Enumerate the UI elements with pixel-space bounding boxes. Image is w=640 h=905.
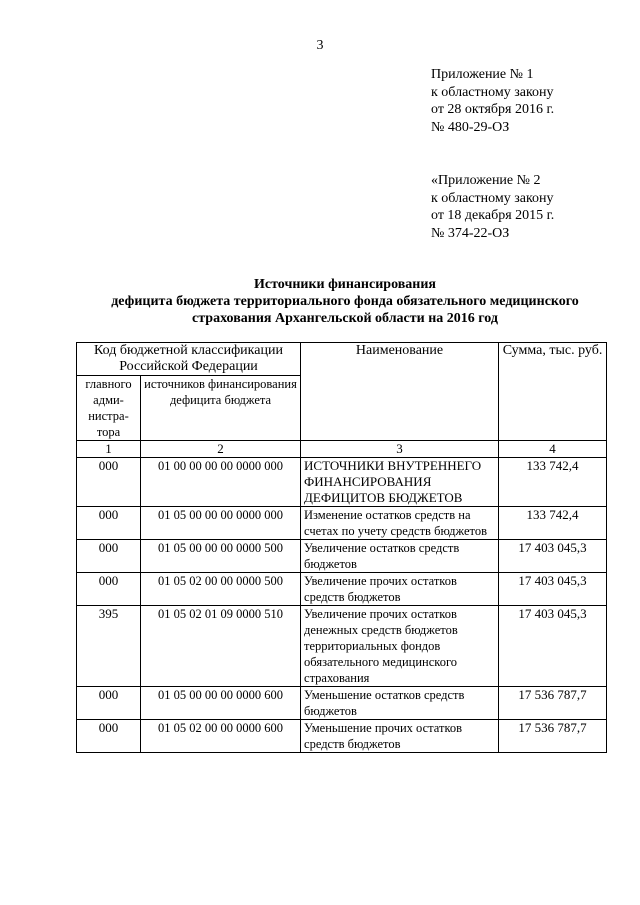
budget-sources-table xyxy=(76,342,607,753)
column-number: 2 xyxy=(141,441,301,458)
cell-name: Изменение остатков средств на счетах по учету средств бюджетов xyxy=(301,507,499,540)
appendix-2-line: № 374-22-ОЗ xyxy=(431,225,510,241)
table-row xyxy=(77,573,607,606)
cell-code: 01 05 02 00 00 0000 600 xyxy=(141,720,301,753)
document-title xyxy=(60,276,630,327)
page-number: 3 xyxy=(316,38,324,53)
header-sum: Сумма, тыс. руб. xyxy=(499,343,607,441)
cell-sum: 17 403 045,3 xyxy=(499,573,607,606)
appendix-1-line: от 28 октября 2016 г. xyxy=(431,102,555,117)
appendix-1-line: к областному закону xyxy=(431,84,554,100)
cell-code: 01 05 02 00 00 0000 500 xyxy=(141,573,301,606)
column-number: 1 xyxy=(77,441,141,458)
cell-code: 01 05 00 00 00 0000 600 xyxy=(141,687,301,720)
cell-admin: 000 xyxy=(77,507,141,540)
table-row xyxy=(77,507,607,540)
title-line: Источники финансирования xyxy=(254,277,436,292)
cell-sum: 17 536 787,7 xyxy=(499,720,607,753)
column-number: 3 xyxy=(301,441,499,458)
cell-admin: 000 xyxy=(77,458,141,507)
cell-admin: 000 xyxy=(77,720,141,753)
table-header-row xyxy=(77,343,607,376)
column-number: 4 xyxy=(499,441,607,458)
cell-code: 01 05 00 00 00 0000 000 xyxy=(141,507,301,540)
table-row xyxy=(77,720,607,753)
cell-admin: 000 xyxy=(77,540,141,573)
cell-admin: 000 xyxy=(77,687,141,720)
cell-sum: 17 536 787,7 xyxy=(499,687,607,720)
cell-code: 01 05 00 00 00 0000 500 xyxy=(141,540,301,573)
cell-admin: 000 xyxy=(77,573,141,606)
appendix-2-line: к областному закону xyxy=(431,190,554,206)
appendix-1-line: Приложение № 1 xyxy=(431,67,534,82)
appendix-2-line: от 18 декабря 2015 г. xyxy=(431,208,555,223)
cell-name: Уменьшение прочих остатков средств бюджетов xyxy=(301,720,499,753)
cell-admin: 395 xyxy=(77,606,141,687)
appendix-1-reference xyxy=(431,66,554,136)
column-numbers-row xyxy=(77,441,607,458)
cell-sum: 17 403 045,3 xyxy=(499,540,607,573)
table-row xyxy=(77,687,607,720)
title-line: дефицита бюджета территориального фонда обязательного медицинского xyxy=(111,294,579,309)
table-row xyxy=(77,458,607,507)
cell-name: Увеличение остатков средств бюджетов xyxy=(301,540,499,573)
cell-name: ИСТОЧНИКИ ВНУТРЕННЕГО ФИНАНСИРОВАНИЯ ДЕФИЦИТОВ БЮДЖЕТОВ xyxy=(301,458,499,507)
cell-code: 01 05 02 01 09 0000 510 xyxy=(141,606,301,687)
appendix-2-line: «Приложение № 2 xyxy=(431,173,541,188)
table-row xyxy=(77,606,607,687)
cell-name: Увеличение прочих остатков средств бюджетов xyxy=(301,573,499,606)
cell-name: Увеличение прочих остатков денежных средств бюджетов территориальных фондов обязательного медицинского страхования xyxy=(301,606,499,687)
header-name: Наименование xyxy=(301,343,499,441)
cell-code: 01 00 00 00 00 0000 000 xyxy=(141,458,301,507)
title-line: страхования Архангельской области на 2016 год xyxy=(192,311,498,326)
cell-sum: 17 403 045,3 xyxy=(499,606,607,687)
table-row xyxy=(77,540,607,573)
header-source: источников финансирования дефицита бюджета xyxy=(141,376,301,441)
cell-sum: 133 742,4 xyxy=(499,458,607,507)
appendix-1-line: № 480-29-ОЗ xyxy=(431,119,510,135)
appendix-2-reference xyxy=(431,172,554,242)
cell-sum: 133 742,4 xyxy=(499,507,607,540)
header-code-group: Код бюджетной классификации Российской Федерации xyxy=(77,343,301,376)
header-admin: главного адми-нистра-тора xyxy=(77,376,141,441)
cell-name: Уменьшение остатков средств бюджетов xyxy=(301,687,499,720)
